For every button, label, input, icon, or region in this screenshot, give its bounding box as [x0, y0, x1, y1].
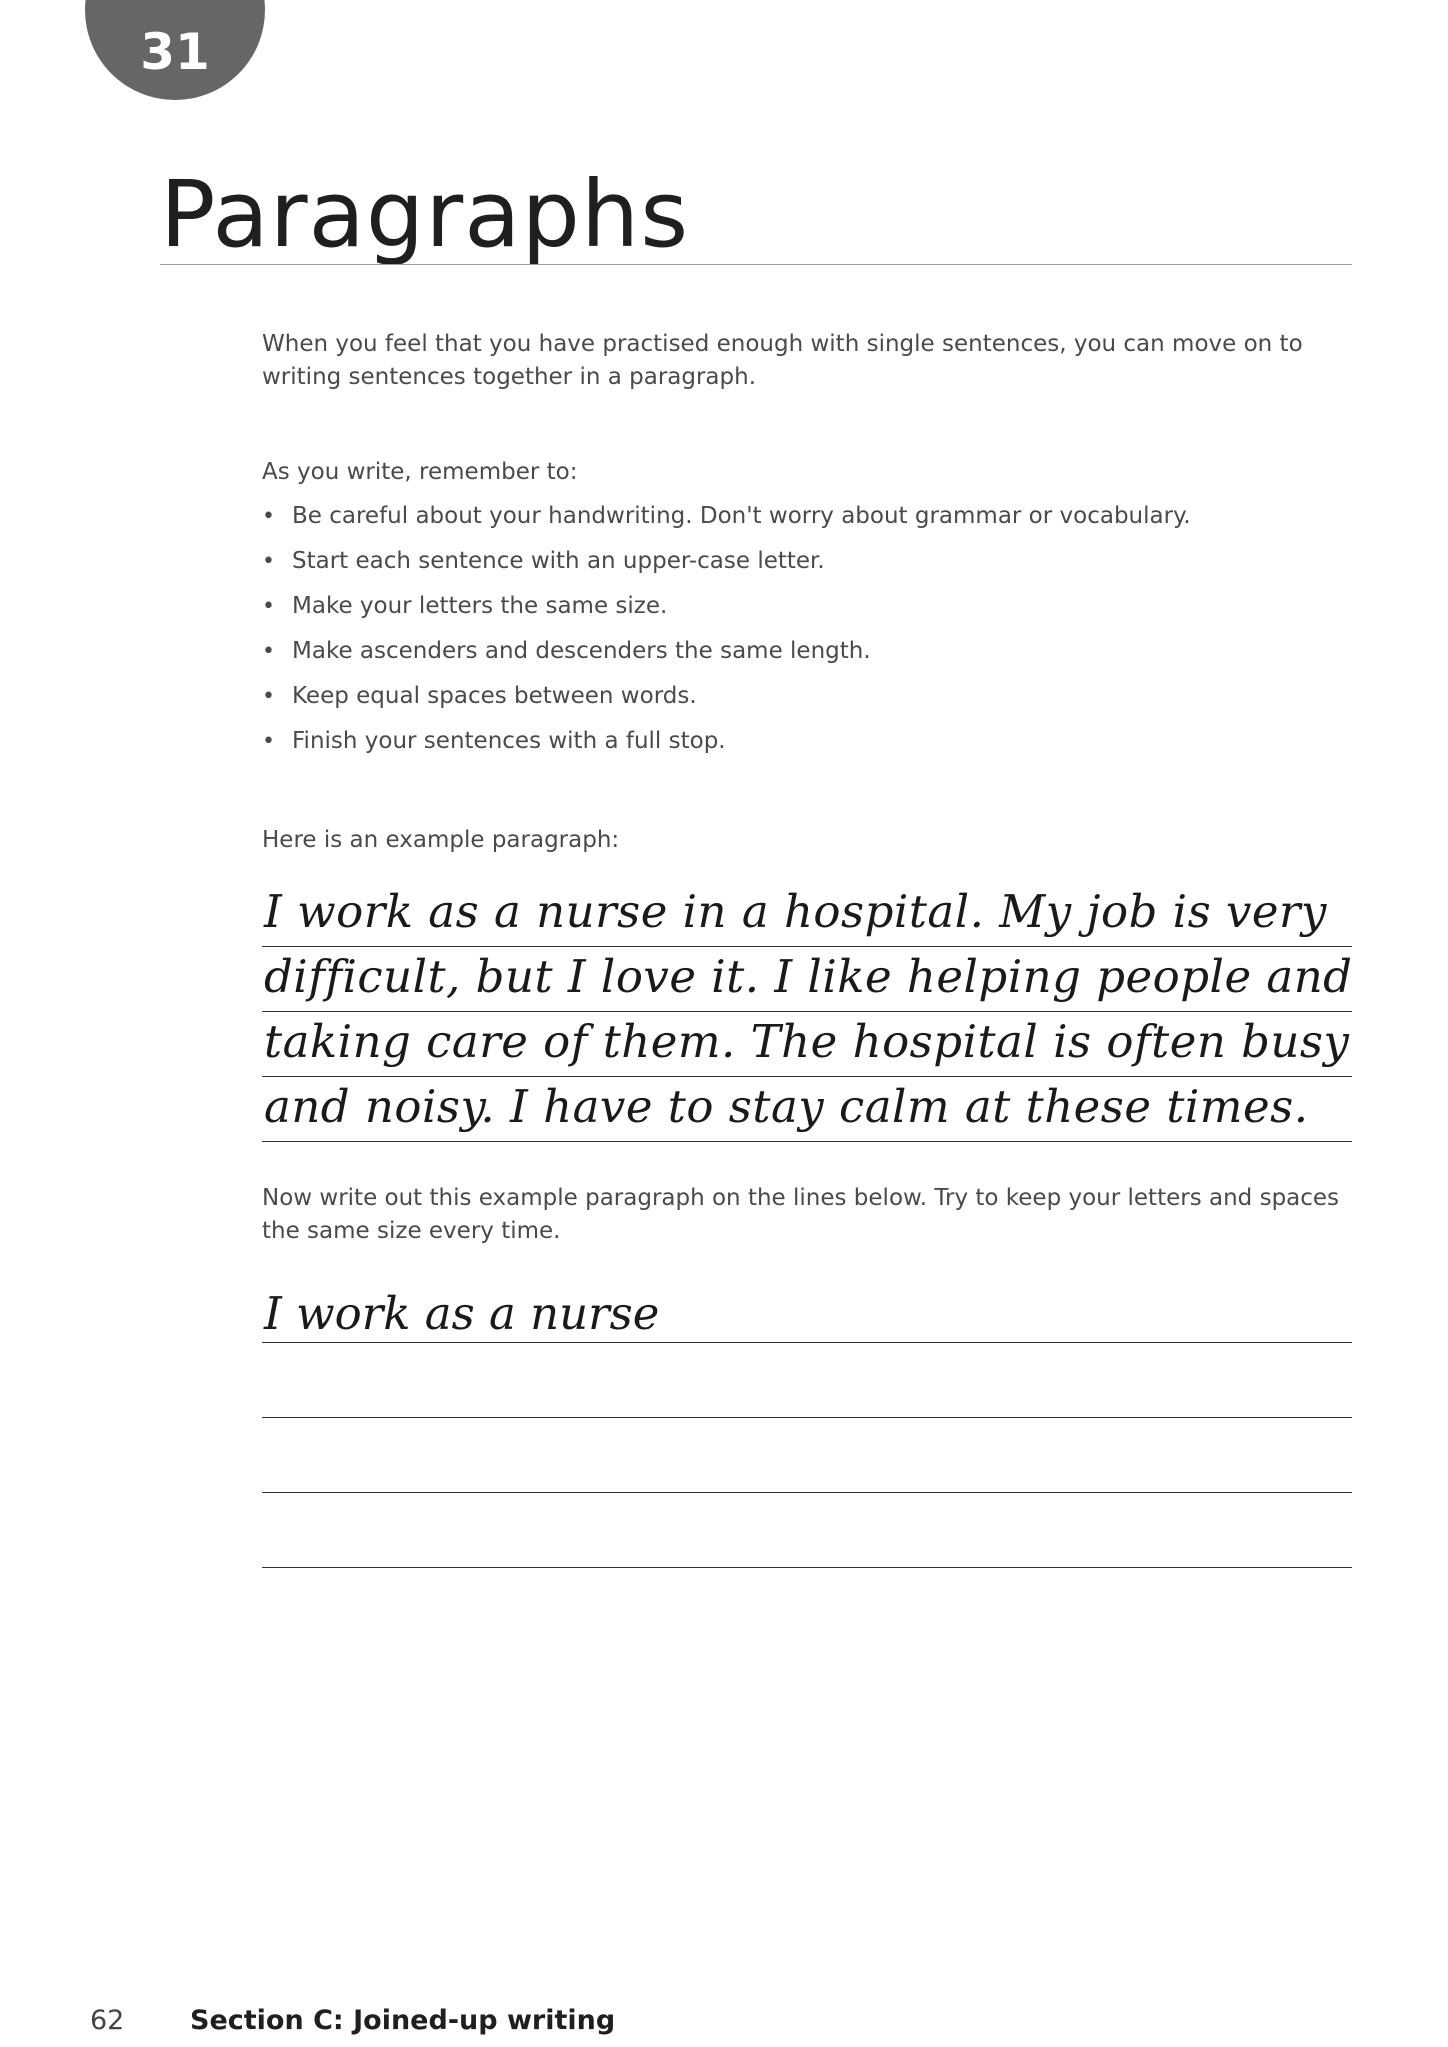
- handwriting-line: I work as a nurse in a hospital. My job is very: [262, 882, 1352, 947]
- bullet-icon: •: [262, 639, 275, 664]
- intro-text: When you feel that you have practised enough with single sentences, you can move on to writing sentences together in a paragraph.: [262, 331, 1303, 390]
- title-divider: [160, 264, 1352, 265]
- tip-text: Be careful about your handwriting. Don't worry about grammar or vocabulary.: [292, 503, 1191, 529]
- writing-line[interactable]: I work as a nurse: [262, 1286, 1352, 1343]
- tip-text: Keep equal spaces between words.: [292, 683, 697, 709]
- list-item: [262, 725, 1191, 770]
- tip-text: Make ascenders and descenders the same length.: [292, 638, 871, 664]
- list-item: [262, 500, 1191, 545]
- tip-text: Make your letters the same size.: [292, 593, 668, 619]
- list-item: [262, 545, 1191, 590]
- tips-list: [262, 500, 1191, 770]
- list-item: [262, 590, 1191, 635]
- unit-number: 31: [140, 23, 210, 81]
- bullet-icon: •: [262, 594, 275, 619]
- bullet-icon: •: [262, 684, 275, 709]
- example-paragraph: [262, 882, 1352, 1142]
- practice-area: [262, 1286, 1352, 1586]
- section-title: Section C: Joined-up writing: [190, 2005, 616, 2036]
- writing-line[interactable]: [262, 1436, 1352, 1493]
- remember-heading: As you write, remember to:: [262, 459, 578, 485]
- example-label: Here is an example paragraph:: [262, 827, 620, 853]
- handwriting-line: taking care of them. The hospital is often busy: [262, 1012, 1352, 1077]
- tip-text: Finish your sentences with a full stop.: [292, 728, 726, 754]
- page-title: Paragraphs: [160, 161, 690, 268]
- instructions-text: Now write out this example paragraph on the lines below. Try to keep your letters and spaces the same size every time.: [262, 1185, 1340, 1244]
- bullet-icon: •: [262, 504, 275, 529]
- tip-text: Start each sentence with an upper-case letter.: [292, 548, 825, 574]
- handwriting-line: and noisy. I have to stay calm at these times.: [262, 1077, 1352, 1142]
- writing-line[interactable]: [262, 1361, 1352, 1418]
- page-number: 62: [90, 2005, 125, 2036]
- handwriting-line: difficult, but I love it. I like helping people and: [262, 947, 1352, 1012]
- bullet-icon: •: [262, 549, 275, 574]
- writing-line[interactable]: [262, 1511, 1352, 1568]
- list-item: [262, 635, 1191, 680]
- bullet-icon: •: [262, 729, 275, 754]
- list-item: [262, 680, 1191, 725]
